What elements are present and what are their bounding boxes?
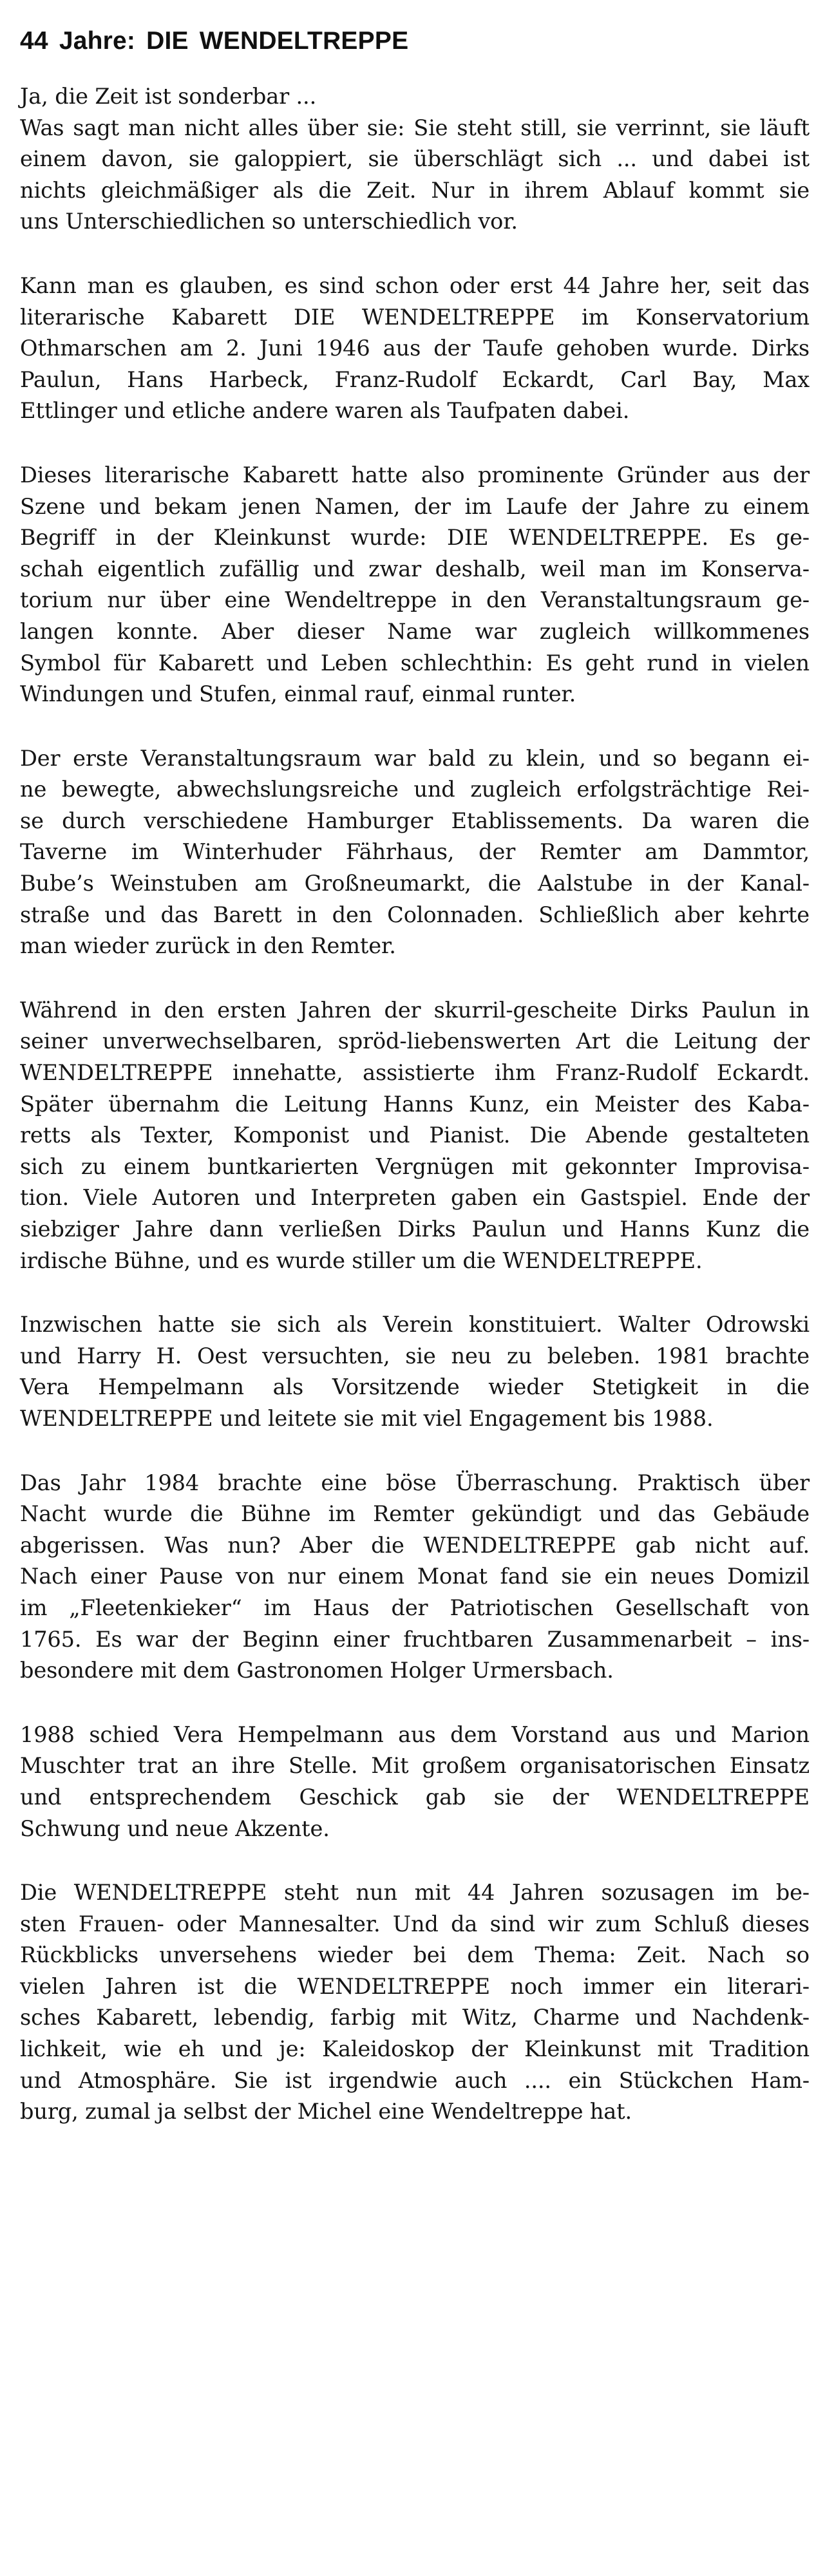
paragraph-line: man wieder zurück in den Remter. xyxy=(20,933,396,959)
paragraph-line: straße und das Barett in den Colonnaden. Schließlich aber kehrte xyxy=(20,902,810,927)
paragraph-line: Schwung und neue Akzente. xyxy=(20,1815,330,1841)
paragraph-line: sten Frauen- oder Mannesalter. Und da sind wir zum Schluß dieses xyxy=(20,1911,810,1937)
paragraph-line: Inzwischen hatte sie sich als Verein konstituiert. Walter Odrowski xyxy=(20,1312,810,1338)
paragraph-line: Dieses literarische Kabarett hatte also prominente Gründer aus der xyxy=(20,462,810,488)
paragraph xyxy=(20,460,810,710)
paragraph xyxy=(20,81,810,238)
paragraph-line: ne bewegte, abwechslungsreiche und zugleich erfolgsträchtige Rei- xyxy=(20,777,810,802)
paragraph xyxy=(20,1309,810,1434)
article-page xyxy=(20,26,810,2161)
paragraph-line: Ettlinger und etliche andere waren als Taufpaten dabei. xyxy=(20,398,630,424)
paragraph-line: WENDELTREPPE und leitete sie mit viel Engagement bis 1988. xyxy=(20,1405,714,1431)
paragraph-line: besondere mit dem Gastronomen Holger Urmersbach. xyxy=(20,1658,614,1683)
paragraph-line: 1988 schied Vera Hempelmann aus dem Vorstand aus und Marion xyxy=(20,1721,810,1747)
paragraph-line: sches Kabarett, lebendig, farbig mit Witz, Charme und Nachdenk- xyxy=(20,2005,810,2031)
article-title: 44 Jahre: DIE WENDELTREPPE xyxy=(20,27,409,55)
paragraph-line: vielen Jahren ist die WENDELTREPPE noch immer ein literari- xyxy=(20,1973,810,1999)
paragraph-line: literarische Kabarett DIE WENDELTREPPE im Konservatorium xyxy=(20,304,810,330)
paragraph xyxy=(20,995,810,1276)
paragraph-line: Was sagt man nicht alles über sie: Sie steht still, sie verrinnt, sie läuft xyxy=(20,115,810,140)
paragraph-line: Szene und bekam jenen Namen, der im Laufe der Jahre zu einem xyxy=(20,493,810,519)
paragraph-line: Begriff in der Kleinkunst wurde: DIE WENDELTREPPE. Es ge- xyxy=(20,525,810,551)
paragraph-line: Ja, die Zeit ist sonderbar ... xyxy=(20,84,317,109)
paragraph-line: seiner unverwechselbaren, spröd-liebenswerten Art die Leitung der xyxy=(20,1028,810,1054)
paragraph-line: WENDELTREPPE innehatte, assistierte ihm Franz-Rudolf Eckardt. xyxy=(20,1060,810,1086)
paragraph-line: abgerissen. Was nun? Aber die WENDELTREPPE gab nicht auf. xyxy=(20,1532,810,1558)
paragraph-line: Muschter trat an ihre Stelle. Mit großem organisatorischen Einsatz xyxy=(20,1753,810,1779)
paragraph-line: Nacht wurde die Bühne im Remter gekündigt und das Gebäude xyxy=(20,1501,810,1527)
paragraph-line: Symbol für Kabarett und Leben schlechthin: Es geht rund in vielen xyxy=(20,650,810,676)
paragraph-line: Kann man es glauben, es sind schon oder erst 44 Jahre her, seit das xyxy=(20,272,810,298)
paragraph-line: Nach einer Pause von nur einem Monat fand sie ein neues Domizil xyxy=(20,1564,810,1589)
paragraph-line: schah eigentlich zufällig und zwar deshalb, weil man im Konserva- xyxy=(20,556,810,582)
paragraph xyxy=(20,743,810,962)
paragraph-line: lichkeit, wie eh und je: Kaleidoskop der Kleinkunst mit Tradition xyxy=(20,2036,810,2062)
paragraph-line: irdische Bühne, und es wurde stiller um die WENDELTREPPE. xyxy=(20,1247,703,1273)
paragraph xyxy=(20,270,810,427)
paragraph-line: tion. Viele Autoren und Interpreten gaben ein Gastspiel. Ende der xyxy=(20,1185,810,1211)
paragraph-line: Windungen und Stufen, einmal rauf, einmal runter. xyxy=(20,681,576,707)
paragraph-line: Othmarschen am 2. Juni 1946 aus der Taufe gehoben wurde. Dirks xyxy=(20,336,810,361)
paragraph-line: und Harry H. Oest versuchten, sie neu zu beleben. 1981 brachte xyxy=(20,1343,810,1368)
paragraph-line: Später übernahm die Leitung Hanns Kunz, ein Meister des Kaba- xyxy=(20,1091,810,1117)
paragraph-line: und entsprechendem Geschick gab sie der WENDELTREPPE xyxy=(20,1784,810,1810)
paragraph-line: nichts gleichmäßiger als die Zeit. Nur in ihrem Ablauf kommt sie xyxy=(20,177,810,203)
paragraph-line: Das Jahr 1984 brachte eine böse Überraschung. Praktisch über xyxy=(20,1470,810,1495)
paragraph-line: Vera Hempelmann als Vorsitzende wieder Stetigkeit in die xyxy=(20,1374,810,1400)
article-body xyxy=(20,81,810,2128)
paragraph-line: uns Unterschiedlichen so unterschiedlich vor. xyxy=(20,209,518,234)
paragraph-line: Der erste Veranstaltungsraum war bald zu klein, und so begann ei- xyxy=(20,745,810,771)
paragraph-line: 1765. Es war der Beginn einer fruchtbaren Zusammenarbeit – ins- xyxy=(20,1626,810,1652)
paragraph xyxy=(20,1468,810,1687)
paragraph-line: im „Fleetenkieker“ im Haus der Patriotischen Gesellschaft von xyxy=(20,1595,810,1620)
paragraph-line: retts als Texter, Komponist und Pianist. Die Abende gestalteten xyxy=(20,1122,810,1148)
paragraph xyxy=(20,1877,810,2128)
paragraph xyxy=(20,1719,810,1844)
paragraph-line: Die WENDELTREPPE steht nun mit 44 Jahren sozusagen im be- xyxy=(20,1880,810,1906)
paragraph-line: und Atmosphäre. Sie ist irgendwie auch .... ein Stückchen Ham- xyxy=(20,2067,810,2093)
paragraph-line: Rückblicks unversehens wieder bei dem Thema: Zeit. Nach so xyxy=(20,1942,810,1968)
paragraph-line: Bube’s Weinstuben am Großneumarkt, die Aalstube in der Kanal- xyxy=(20,871,810,896)
paragraph-line: Taverne im Winterhuder Fährhaus, der Remter am Dammtor, xyxy=(20,839,810,865)
paragraph-line: se durch verschiedene Hamburger Etablissements. Da waren die xyxy=(20,808,810,833)
paragraph-line: torium nur über eine Wendeltreppe in den Veranstaltungsraum ge- xyxy=(20,587,810,613)
paragraph-line: langen konnte. Aber dieser Name war zugleich willkommenes xyxy=(20,618,810,644)
paragraph-line: Während in den ersten Jahren der skurril-gescheite Dirks Paulun in xyxy=(20,997,810,1023)
paragraph-line: Paulun, Hans Harbeck, Franz-Rudolf Eckardt, Carl Bay, Max xyxy=(20,366,810,392)
paragraph-line: sich zu einem buntkarierten Vergnügen mit gekonnter Improvisa- xyxy=(20,1153,810,1179)
paragraph-line: burg, zumal ja selbst der Michel eine Wendeltreppe hat. xyxy=(20,2099,632,2125)
paragraph-line: einem davon, sie galoppiert, sie überschlägt sich ... und dabei ist xyxy=(20,146,810,172)
paragraph-line: siebziger Jahre dann verließen Dirks Paulun und Hanns Kunz die xyxy=(20,1217,810,1242)
